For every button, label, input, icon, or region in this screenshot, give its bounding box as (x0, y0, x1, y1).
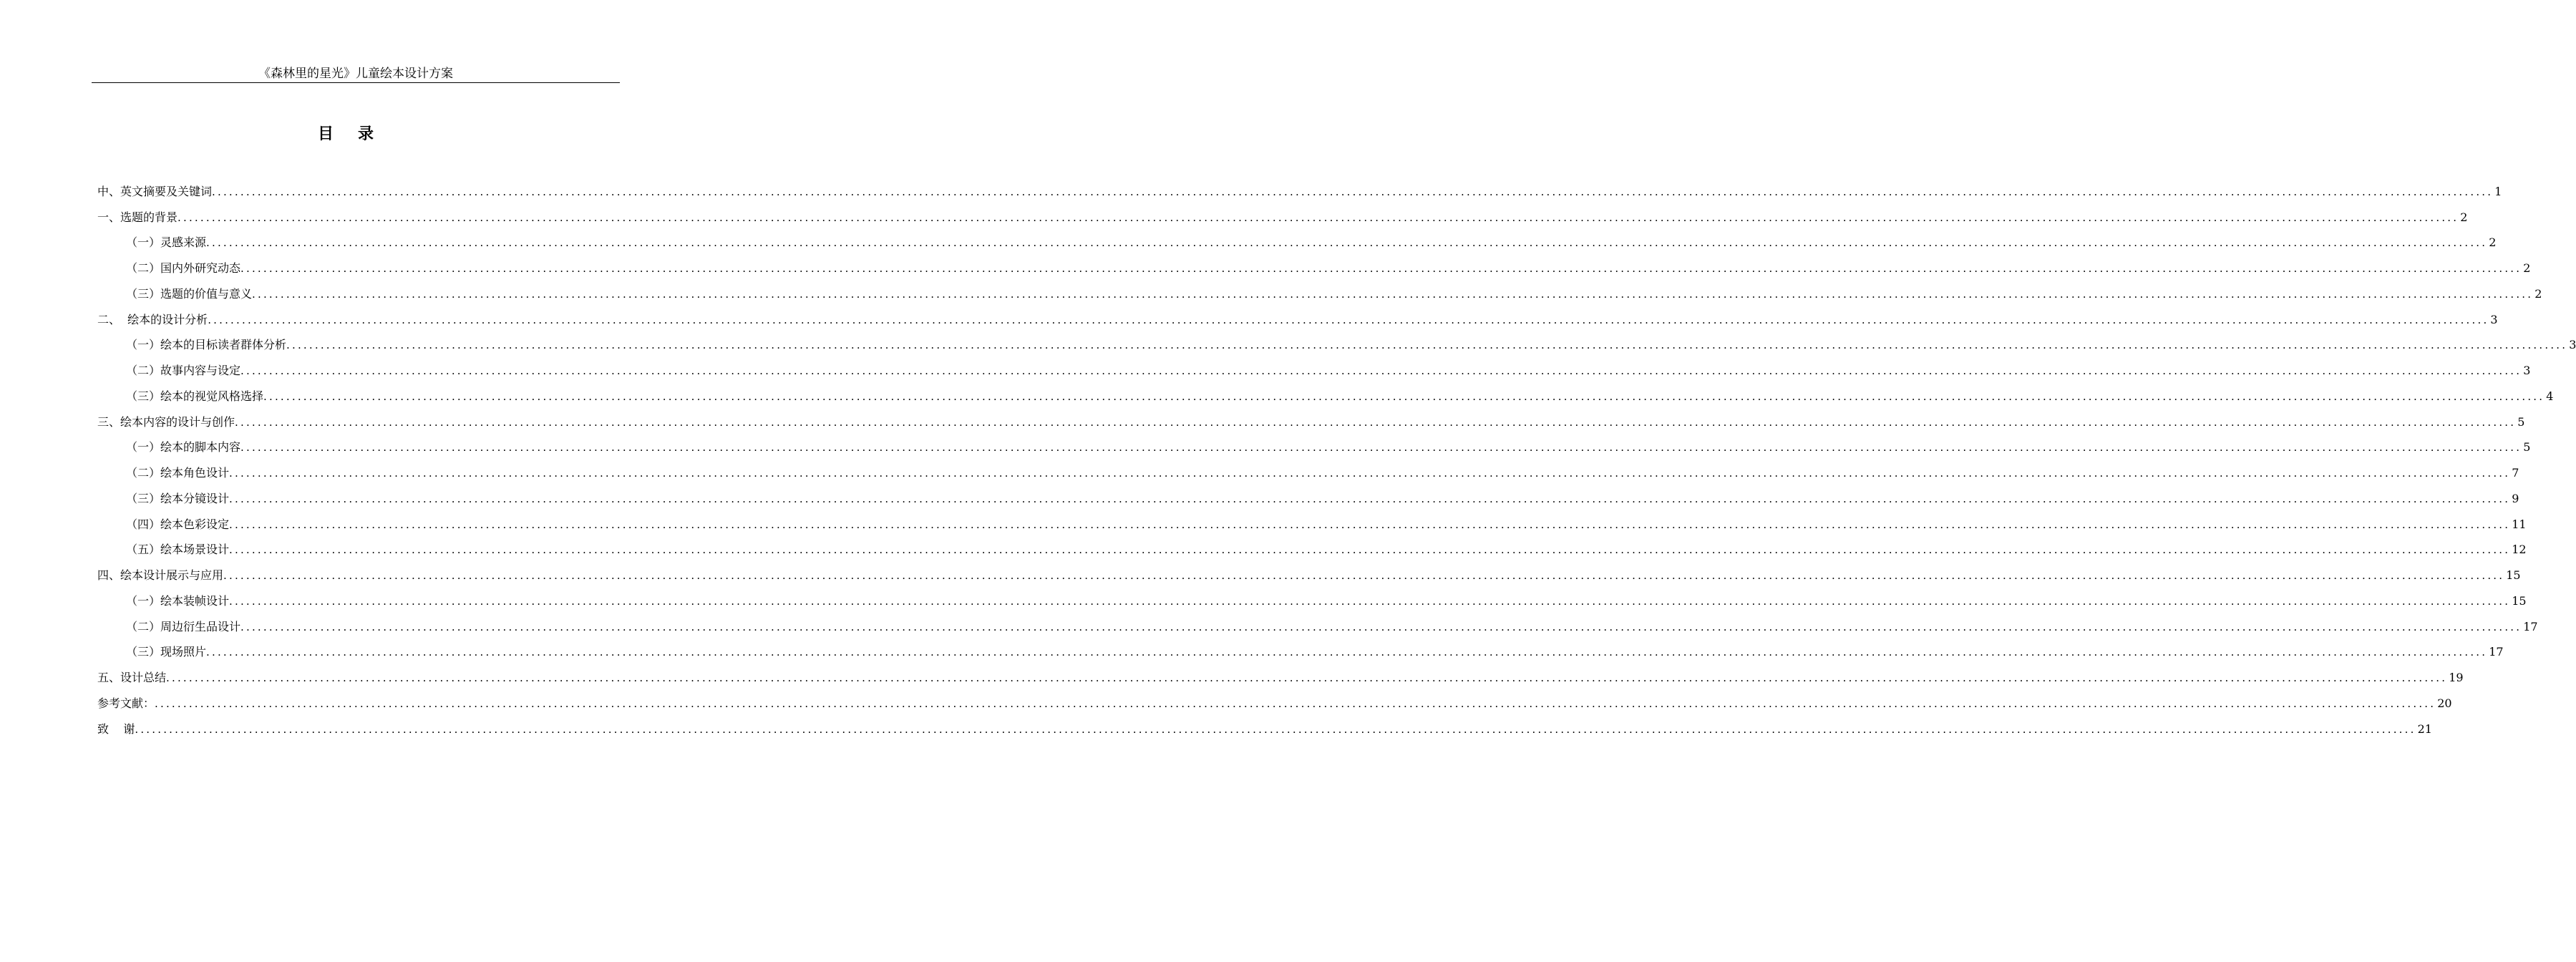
toc-entry-page-number: 7 (2512, 466, 2519, 480)
toc-entry-label: （三）选题的价值与意义 (126, 286, 253, 301)
toc-entry-label: 二、 绘本的设计分析 (97, 312, 208, 326)
toc-entry-page-number: 3 (2523, 364, 2531, 378)
toc-dot-leader: ................................................................................................................................................................................................................................................................................................................................................................................................................ (286, 339, 2568, 352)
toc-entry-page-number: 5 (2517, 414, 2525, 429)
toc-entry-page-number: 21 (2417, 722, 2432, 736)
toc-entry-page-number: 15 (2506, 568, 2521, 583)
toc-dot-leader: ................................................................................................................................................................................................................................................................................................................................................................................................................ (240, 441, 2522, 455)
running-header: 《森林里的星光》儿童绘本设计方案 (258, 67, 453, 81)
toc-entry-label: 五、设计总结 (97, 671, 167, 685)
toc-entry[interactable] (97, 538, 2527, 563)
toc-entry[interactable] (97, 512, 2527, 538)
toc-entry[interactable] (97, 588, 2527, 614)
toc-entry[interactable] (97, 460, 2519, 486)
toc-entry[interactable] (97, 665, 2464, 691)
toc-entry-label: （四）绘本色彩设定 (126, 517, 230, 531)
toc-dot-leader: ................................................................................................................................................................................................................................................................................................................................................................................................................ (229, 492, 2511, 505)
toc-entry-page-number: 11 (2512, 517, 2527, 531)
toc-entry-label: （二）故事内容与设定 (126, 364, 241, 378)
toc-entry-label: （一）绘本的目标读者群体分析 (126, 338, 287, 352)
toc-entry[interactable] (97, 358, 2531, 384)
toc-entry[interactable] (97, 435, 2531, 461)
toc-entry-label: 参考文献： (97, 696, 155, 710)
toc-dot-leader: ................................................................................................................................................................................................................................................................................................................................................................................................................ (240, 364, 2522, 378)
toc-dot-leader: ................................................................................................................................................................................................................................................................................................................................................................................................................ (178, 210, 2459, 224)
toc-entry-label: 一、选题的背景 (97, 210, 178, 224)
toc-entry-page-number: 3 (2490, 312, 2498, 326)
toc-entry[interactable] (97, 384, 2554, 409)
toc-entry[interactable] (97, 409, 2525, 435)
toc-dot-leader: ................................................................................................................................................................................................................................................................................................................................................................................................................ (166, 671, 2448, 685)
toc-dot-leader: ................................................................................................................................................................................................................................................................................................................................................................................................................ (155, 696, 2436, 710)
toc-entry-page-number: 5 (2523, 440, 2531, 455)
toc-dot-leader: ................................................................................................................................................................................................................................................................................................................................................................................................................ (212, 185, 2494, 198)
toc-dot-leader: ................................................................................................................................................................................................................................................................................................................................................................................................................ (229, 518, 2511, 531)
toc-entry-label: 致 谢 (97, 722, 135, 736)
toc-entry-page-number: 9 (2512, 491, 2519, 505)
toc-entry-label: （二）绘本角色设计 (126, 466, 230, 480)
toc-entry-page-number: 12 (2512, 543, 2527, 557)
toc-entry[interactable] (97, 486, 2519, 512)
toc-entry-page-number: 2 (2534, 286, 2542, 301)
toc-entry-label: 四、绘本设计展示与应用 (97, 568, 224, 583)
toc-dot-leader: ................................................................................................................................................................................................................................................................................................................................................................................................................ (206, 646, 2488, 659)
toc-entry-label: （二）国内外研究动态 (126, 261, 241, 276)
toc-entry[interactable] (97, 563, 2521, 588)
toc-entry-page-number: 2 (2523, 261, 2531, 276)
toc-entry[interactable] (97, 179, 2502, 205)
toc-entry-label: （三）绘本的视觉风格选择 (126, 389, 264, 403)
toc-entry-page-number: 1 (2494, 184, 2502, 198)
toc-entry-label: （一）绘本的脚本内容 (126, 440, 241, 455)
toc-entry[interactable] (97, 205, 2468, 230)
toc-entry[interactable] (97, 230, 2497, 256)
toc-dot-leader: ................................................................................................................................................................................................................................................................................................................................................................................................................ (229, 543, 2511, 557)
table-of-contents (97, 179, 2576, 742)
toc-entry-label: （五）绘本场景设计 (126, 543, 230, 557)
toc-entry[interactable] (97, 716, 2432, 742)
toc-dot-leader: ................................................................................................................................................................................................................................................................................................................................................................................................................ (252, 287, 2534, 301)
toc-dot-leader: ................................................................................................................................................................................................................................................................................................................................................................................................................ (240, 262, 2522, 276)
toc-dot-leader: ................................................................................................................................................................................................................................................................................................................................................................................................................ (135, 722, 2416, 736)
toc-dot-leader: ................................................................................................................................................................................................................................................................................................................................................................................................................ (240, 620, 2522, 633)
toc-entry[interactable] (97, 640, 2504, 666)
toc-entry-label: （一）绘本装帧设计 (126, 593, 230, 608)
toc-entry-label: （三）现场照片 (126, 645, 207, 659)
toc-entry-label: 中、英文摘要及关键词 (97, 184, 213, 198)
page-title: 目录 (317, 125, 398, 143)
toc-entry-label: （三）绘本分镜设计 (126, 491, 230, 505)
toc-entry-label: （一）灵感来源 (126, 235, 207, 250)
toc-entry-page-number: 20 (2437, 696, 2452, 710)
toc-entry-page-number: 2 (2460, 210, 2468, 224)
toc-entry-page-number: 2 (2489, 235, 2497, 250)
toc-entry-page-number: 15 (2512, 593, 2527, 608)
toc-entry[interactable] (97, 307, 2498, 333)
toc-dot-leader: ................................................................................................................................................................................................................................................................................................................................................................................................................ (208, 313, 2489, 326)
header-rule (92, 82, 620, 83)
toc-entry[interactable] (97, 691, 2452, 716)
toc-dot-leader: ................................................................................................................................................................................................................................................................................................................................................................................................................ (263, 389, 2545, 403)
toc-dot-leader: ................................................................................................................................................................................................................................................................................................................................................................................................................ (206, 236, 2488, 250)
toc-entry-page-number: 3 (2569, 338, 2576, 352)
toc-entry[interactable] (97, 256, 2531, 281)
toc-dot-leader: ................................................................................................................................................................................................................................................................................................................................................................................................................ (229, 594, 2511, 608)
toc-dot-leader: ................................................................................................................................................................................................................................................................................................................................................................................................................ (229, 467, 2511, 480)
toc-entry-page-number: 17 (2489, 645, 2504, 659)
toc-entry-label: 三、绘本内容的设计与创作 (97, 414, 235, 429)
toc-entry-page-number: 4 (2546, 389, 2554, 403)
toc-dot-leader: ................................................................................................................................................................................................................................................................................................................................................................................................................ (223, 569, 2505, 583)
toc-entry[interactable] (97, 281, 2542, 307)
toc-dot-leader: ................................................................................................................................................................................................................................................................................................................................................................................................................ (235, 415, 2517, 429)
toc-entry-label: （二）周边衍生品设计 (126, 619, 241, 633)
toc-entry[interactable] (97, 333, 2576, 359)
toc-entry-page-number: 19 (2449, 671, 2464, 685)
toc-entry-page-number: 17 (2523, 619, 2538, 633)
toc-entry[interactable] (97, 614, 2538, 640)
